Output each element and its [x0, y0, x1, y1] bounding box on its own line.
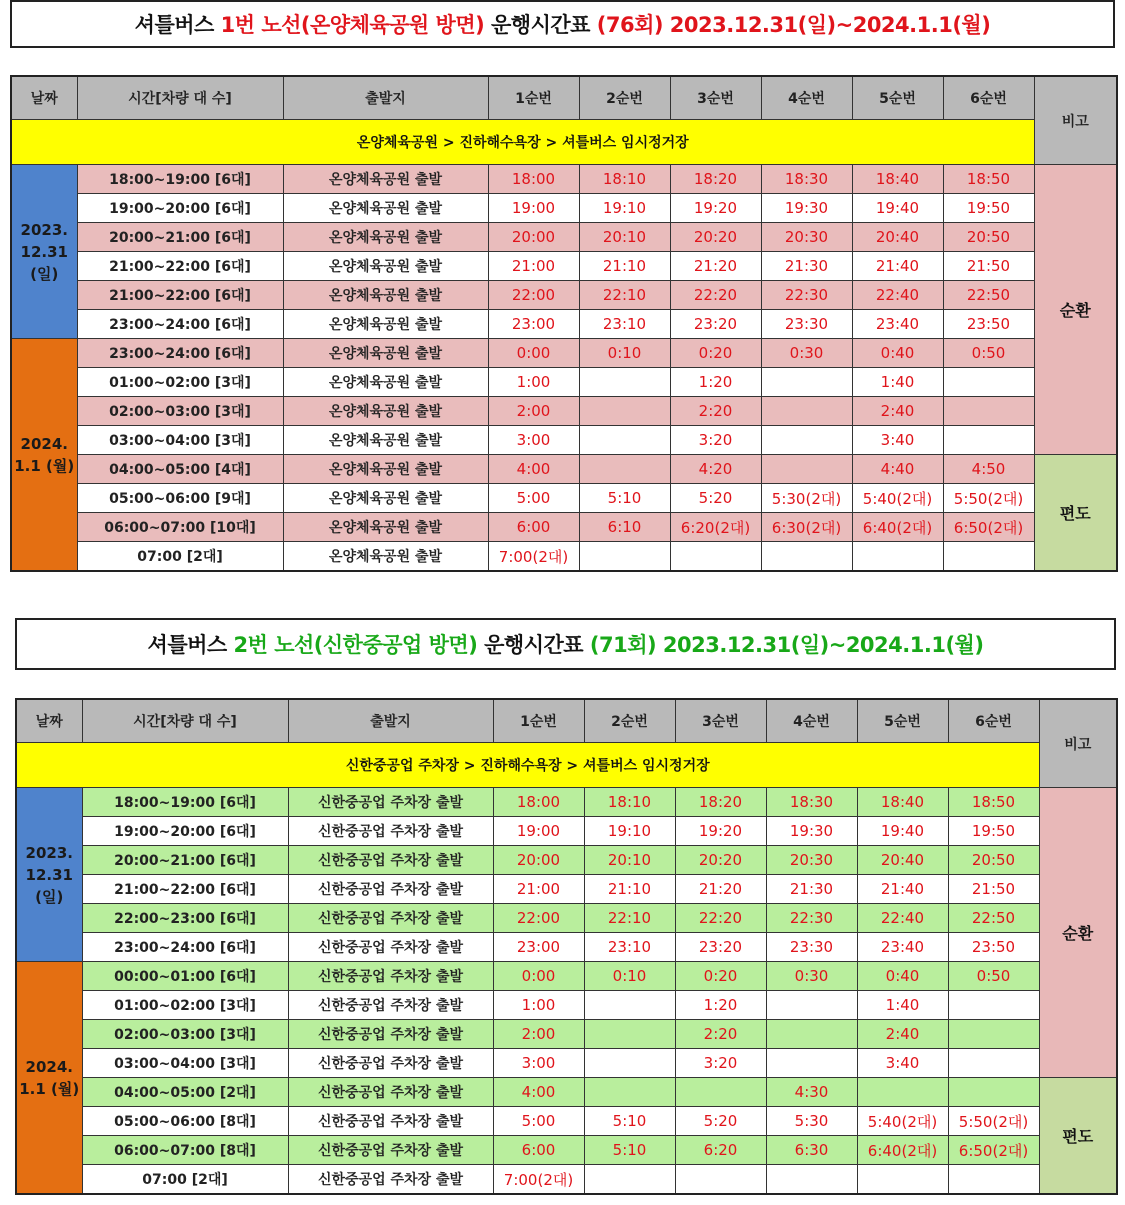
departure-time-cell: 23:50	[943, 310, 1034, 339]
departure-time-cell	[948, 1165, 1039, 1195]
title-part: 셔틀버스	[134, 13, 221, 37]
origin-cell: 신한중공업 주차장 출발	[288, 1020, 493, 1049]
departure-time-cell	[766, 1165, 857, 1195]
departure-time-cell: 3:20	[670, 426, 761, 455]
departure-time-cell	[579, 455, 670, 484]
origin-cell: 신한중공업 주차장 출발	[288, 962, 493, 991]
time-range-cell: 07:00 [2대]	[82, 1165, 288, 1195]
column-header: 날짜	[11, 76, 77, 120]
departure-time-cell: 6:10	[579, 513, 670, 542]
schedule-table-route1	[10, 75, 1118, 572]
origin-cell: 온양체육공원 출발	[283, 542, 488, 572]
departure-time-cell: 21:00	[488, 252, 579, 281]
departure-time-cell: 20:50	[943, 223, 1034, 252]
schedule-table-route2	[15, 698, 1118, 1195]
departure-time-cell: 23:00	[493, 933, 584, 962]
departure-time-cell	[948, 1049, 1039, 1078]
table-row	[11, 426, 1117, 455]
origin-cell: 신한중공업 주차장 출발	[288, 1049, 493, 1078]
departure-time-cell: 5:20	[675, 1107, 766, 1136]
table1-title	[10, 0, 1115, 48]
departure-time-cell	[579, 397, 670, 426]
departure-time-cell: 4:20	[670, 455, 761, 484]
departure-time-cell: 23:30	[761, 310, 852, 339]
table-row	[16, 817, 1117, 846]
departure-time-cell: 1:40	[857, 991, 948, 1020]
origin-cell: 신한중공업 주차장 출발	[288, 1165, 493, 1195]
table-row	[16, 1049, 1117, 1078]
departure-time-cell: 19:50	[948, 817, 1039, 846]
title-part: 운행시간표	[477, 633, 590, 657]
departure-time-cell	[943, 368, 1034, 397]
departure-time-cell: 18:40	[852, 165, 943, 194]
departure-time-cell: 19:40	[852, 194, 943, 223]
departure-time-cell: 4:00	[488, 455, 579, 484]
departure-time-cell	[579, 426, 670, 455]
departure-time-cell: 18:50	[943, 165, 1034, 194]
table-row	[16, 1136, 1117, 1165]
time-range-cell: 18:00~19:00 [6대]	[82, 788, 288, 817]
departure-time-cell	[852, 542, 943, 572]
time-range-cell: 20:00~21:00 [6대]	[82, 846, 288, 875]
time-range-cell: 06:00~07:00 [8대]	[82, 1136, 288, 1165]
departure-time-cell: 3:20	[675, 1049, 766, 1078]
departure-time-cell: 4:50	[943, 455, 1034, 484]
origin-cell: 온양체육공원 출발	[283, 339, 488, 368]
departure-time-cell: 0:00	[488, 339, 579, 368]
table-row	[11, 310, 1117, 339]
date-cell: 2024. 1.1 (월)	[11, 339, 77, 572]
departure-time-cell	[943, 397, 1034, 426]
table-row	[16, 846, 1117, 875]
departure-time-cell: 23:10	[579, 310, 670, 339]
departure-time-cell: 18:10	[584, 788, 675, 817]
departure-time-cell: 19:00	[493, 817, 584, 846]
departure-time-cell: 21:00	[493, 875, 584, 904]
departure-time-cell: 20:30	[766, 846, 857, 875]
departure-time-cell: 7:00(2대)	[493, 1165, 584, 1195]
table-row	[11, 281, 1117, 310]
departure-time-cell	[761, 542, 852, 572]
departure-time-cell: 6:50(2대)	[948, 1136, 1039, 1165]
departure-time-cell: 22:20	[670, 281, 761, 310]
time-range-cell: 03:00~04:00 [3대]	[77, 426, 283, 455]
column-header: 2순번	[579, 76, 670, 120]
departure-time-cell: 4:00	[493, 1078, 584, 1107]
table-row	[11, 368, 1117, 397]
table-row	[11, 165, 1117, 194]
departure-time-cell: 23:50	[948, 933, 1039, 962]
time-range-cell: 04:00~05:00 [4대]	[77, 455, 283, 484]
departure-time-cell: 1:20	[675, 991, 766, 1020]
departure-time-cell: 0:40	[857, 962, 948, 991]
date-cell: 2024. 1.1 (월)	[16, 962, 82, 1195]
departure-time-cell: 20:00	[493, 846, 584, 875]
route-description: 온양체육공원 > 진하해수욕장 > 셔틀버스 임시정거장	[11, 120, 1034, 165]
departure-time-cell: 22:50	[943, 281, 1034, 310]
departure-time-cell: 21:10	[584, 875, 675, 904]
departure-time-cell: 19:10	[584, 817, 675, 846]
departure-time-cell: 23:20	[670, 310, 761, 339]
departure-time-cell: 18:20	[670, 165, 761, 194]
title-part: 1번 노선(온양체육공원 방면)	[220, 13, 485, 37]
departure-time-cell: 19:30	[766, 817, 857, 846]
departure-time-cell: 22:30	[766, 904, 857, 933]
departure-time-cell: 18:40	[857, 788, 948, 817]
departure-time-cell: 0:40	[852, 339, 943, 368]
departure-time-cell	[584, 1020, 675, 1049]
departure-time-cell: 2:20	[675, 1020, 766, 1049]
origin-cell: 온양체육공원 출발	[283, 513, 488, 542]
departure-time-cell: 1:00	[488, 368, 579, 397]
departure-time-cell: 5:00	[488, 484, 579, 513]
table-row	[16, 1165, 1117, 1195]
departure-time-cell	[761, 426, 852, 455]
time-range-cell: 05:00~06:00 [9대]	[77, 484, 283, 513]
departure-time-cell: 4:40	[852, 455, 943, 484]
departure-time-cell: 0:10	[584, 962, 675, 991]
origin-cell: 신한중공업 주차장 출발	[288, 788, 493, 817]
column-header: 1순번	[488, 76, 579, 120]
departure-time-cell	[948, 991, 1039, 1020]
departure-time-cell: 21:50	[948, 875, 1039, 904]
route-row	[11, 120, 1117, 165]
departure-time-cell: 6:40(2대)	[852, 513, 943, 542]
note-cell: 순환	[1034, 165, 1117, 455]
table-row	[11, 397, 1117, 426]
departure-time-cell: 18:50	[948, 788, 1039, 817]
table-row	[11, 455, 1117, 484]
origin-cell: 온양체육공원 출발	[283, 281, 488, 310]
time-range-cell: 06:00~07:00 [10대]	[77, 513, 283, 542]
departure-time-cell: 22:40	[852, 281, 943, 310]
departure-time-cell: 5:30	[766, 1107, 857, 1136]
table-row	[16, 933, 1117, 962]
departure-time-cell	[943, 426, 1034, 455]
departure-time-cell: 0:50	[948, 962, 1039, 991]
table-row	[11, 484, 1117, 513]
column-header: 3순번	[670, 76, 761, 120]
route-row	[16, 743, 1117, 788]
departure-time-cell: 6:40(2대)	[857, 1136, 948, 1165]
title-part: (76회) 2023.12.31(일)~2024.1.1(월)	[596, 13, 991, 37]
title-part: 셔틀버스	[147, 633, 234, 657]
departure-time-cell: 5:20	[670, 484, 761, 513]
departure-time-cell: 22:00	[488, 281, 579, 310]
time-range-cell: 01:00~02:00 [3대]	[82, 991, 288, 1020]
departure-time-cell: 21:20	[670, 252, 761, 281]
departure-time-cell: 5:00	[493, 1107, 584, 1136]
time-range-cell: 21:00~22:00 [6대]	[77, 281, 283, 310]
departure-time-cell: 20:40	[852, 223, 943, 252]
time-range-cell: 04:00~05:00 [2대]	[82, 1078, 288, 1107]
note-cell: 편도	[1034, 455, 1117, 572]
departure-time-cell: 6:30	[766, 1136, 857, 1165]
departure-time-cell	[761, 455, 852, 484]
departure-time-cell	[857, 1078, 948, 1107]
departure-time-cell	[948, 1078, 1039, 1107]
departure-time-cell: 1:00	[493, 991, 584, 1020]
departure-time-cell: 23:00	[488, 310, 579, 339]
departure-time-cell: 1:20	[670, 368, 761, 397]
table-row	[16, 962, 1117, 991]
departure-time-cell: 20:10	[579, 223, 670, 252]
table-row	[16, 1020, 1117, 1049]
table-row	[16, 1078, 1117, 1107]
departure-time-cell	[579, 542, 670, 572]
departure-time-cell	[761, 368, 852, 397]
departure-time-cell: 20:40	[857, 846, 948, 875]
departure-time-cell	[579, 368, 670, 397]
time-range-cell: 19:00~20:00 [6대]	[82, 817, 288, 846]
departure-time-cell: 19:00	[488, 194, 579, 223]
table-row	[16, 904, 1117, 933]
departure-time-cell: 21:50	[943, 252, 1034, 281]
origin-cell: 신한중공업 주차장 출발	[288, 1136, 493, 1165]
departure-time-cell: 6:20	[675, 1136, 766, 1165]
column-header: 시간[차량 대 수]	[77, 76, 283, 120]
departure-time-cell: 5:50(2대)	[948, 1107, 1039, 1136]
departure-time-cell: 6:30(2대)	[761, 513, 852, 542]
table-row	[16, 991, 1117, 1020]
departure-time-cell: 22:00	[493, 904, 584, 933]
departure-time-cell: 5:30(2대)	[761, 484, 852, 513]
departure-time-cell: 6:50(2대)	[943, 513, 1034, 542]
time-range-cell: 05:00~06:00 [8대]	[82, 1107, 288, 1136]
departure-time-cell: 18:00	[493, 788, 584, 817]
departure-time-cell: 18:30	[761, 165, 852, 194]
note-cell: 편도	[1039, 1078, 1117, 1195]
departure-time-cell	[584, 1049, 675, 1078]
note-header: 비고	[1039, 699, 1117, 788]
departure-time-cell: 5:10	[584, 1136, 675, 1165]
origin-cell: 신한중공업 주차장 출발	[288, 991, 493, 1020]
departure-time-cell: 2:40	[857, 1020, 948, 1049]
column-header: 2순번	[584, 699, 675, 743]
departure-time-cell: 19:40	[857, 817, 948, 846]
date-cell: 2023. 12.31 (일)	[11, 165, 77, 339]
departure-time-cell: 21:30	[766, 875, 857, 904]
table-row	[11, 542, 1117, 572]
departure-time-cell: 20:30	[761, 223, 852, 252]
departure-time-cell: 0:50	[943, 339, 1034, 368]
origin-cell: 온양체육공원 출발	[283, 455, 488, 484]
time-range-cell: 01:00~02:00 [3대]	[77, 368, 283, 397]
note-cell: 순환	[1039, 788, 1117, 1078]
departure-time-cell: 0:30	[766, 962, 857, 991]
table-row	[11, 513, 1117, 542]
departure-time-cell: 0:20	[675, 962, 766, 991]
origin-cell: 신한중공업 주차장 출발	[288, 1078, 493, 1107]
time-range-cell: 00:00~01:00 [6대]	[82, 962, 288, 991]
departure-time-cell: 21:10	[579, 252, 670, 281]
departure-time-cell: 2:00	[488, 397, 579, 426]
departure-time-cell: 1:40	[852, 368, 943, 397]
departure-time-cell: 18:30	[766, 788, 857, 817]
departure-time-cell: 3:00	[488, 426, 579, 455]
departure-time-cell: 19:30	[761, 194, 852, 223]
departure-time-cell	[943, 542, 1034, 572]
departure-time-cell: 22:40	[857, 904, 948, 933]
origin-cell: 신한중공업 주차장 출발	[288, 875, 493, 904]
departure-time-cell: 2:40	[852, 397, 943, 426]
departure-time-cell: 23:40	[857, 933, 948, 962]
column-header: 1순번	[493, 699, 584, 743]
time-range-cell: 19:00~20:00 [6대]	[77, 194, 283, 223]
origin-cell: 온양체육공원 출발	[283, 223, 488, 252]
departure-time-cell: 5:40(2대)	[857, 1107, 948, 1136]
departure-time-cell	[766, 1020, 857, 1049]
time-range-cell: 03:00~04:00 [3대]	[82, 1049, 288, 1078]
column-header: 날짜	[16, 699, 82, 743]
table2-title	[15, 618, 1116, 670]
departure-time-cell: 5:40(2대)	[852, 484, 943, 513]
column-header: 출발지	[283, 76, 488, 120]
time-range-cell: 23:00~24:00 [6대]	[77, 339, 283, 368]
departure-time-cell	[766, 1049, 857, 1078]
departure-time-cell	[675, 1165, 766, 1195]
time-range-cell: 23:00~24:00 [6대]	[82, 933, 288, 962]
departure-time-cell	[761, 397, 852, 426]
table-row	[11, 252, 1117, 281]
time-range-cell: 02:00~03:00 [3대]	[82, 1020, 288, 1049]
departure-time-cell: 20:00	[488, 223, 579, 252]
departure-time-cell: 21:40	[857, 875, 948, 904]
departure-time-cell: 20:20	[670, 223, 761, 252]
departure-time-cell: 19:50	[943, 194, 1034, 223]
departure-time-cell: 20:20	[675, 846, 766, 875]
origin-cell: 온양체육공원 출발	[283, 426, 488, 455]
time-range-cell: 20:00~21:00 [6대]	[77, 223, 283, 252]
time-range-cell: 22:00~23:00 [6대]	[82, 904, 288, 933]
departure-time-cell: 20:50	[948, 846, 1039, 875]
time-range-cell: 23:00~24:00 [6대]	[77, 310, 283, 339]
title-part: (71회) 2023.12.31(일)~2024.1.1(월)	[589, 633, 984, 657]
departure-time-cell: 18:20	[675, 788, 766, 817]
origin-cell: 온양체육공원 출발	[283, 194, 488, 223]
departure-time-cell	[675, 1078, 766, 1107]
departure-time-cell: 6:00	[493, 1136, 584, 1165]
route-description: 신한중공업 주차장 > 진하해수욕장 > 셔틀버스 임시정거장	[16, 743, 1039, 788]
table-row	[11, 223, 1117, 252]
title-part: 2번 노선(신한중공업 방면)	[233, 633, 478, 657]
departure-time-cell: 5:10	[579, 484, 670, 513]
origin-cell: 온양체육공원 출발	[283, 484, 488, 513]
departure-time-cell: 19:10	[579, 194, 670, 223]
column-header: 4순번	[761, 76, 852, 120]
time-range-cell: 07:00 [2대]	[77, 542, 283, 572]
departure-time-cell: 3:00	[493, 1049, 584, 1078]
table-row	[16, 788, 1117, 817]
departure-time-cell: 18:10	[579, 165, 670, 194]
time-range-cell: 21:00~22:00 [6대]	[82, 875, 288, 904]
origin-cell: 온양체육공원 출발	[283, 368, 488, 397]
origin-cell: 온양체육공원 출발	[283, 310, 488, 339]
departure-time-cell: 6:00	[488, 513, 579, 542]
origin-cell: 온양체육공원 출발	[283, 252, 488, 281]
time-range-cell: 21:00~22:00 [6대]	[77, 252, 283, 281]
departure-time-cell: 20:10	[584, 846, 675, 875]
departure-time-cell: 22:10	[579, 281, 670, 310]
departure-time-cell: 0:00	[493, 962, 584, 991]
column-header: 4순번	[766, 699, 857, 743]
departure-time-cell: 21:40	[852, 252, 943, 281]
origin-cell: 신한중공업 주차장 출발	[288, 817, 493, 846]
departure-time-cell: 19:20	[675, 817, 766, 846]
departure-time-cell: 23:10	[584, 933, 675, 962]
departure-time-cell: 3:40	[857, 1049, 948, 1078]
table-row	[11, 339, 1117, 368]
departure-time-cell: 6:20(2대)	[670, 513, 761, 542]
column-header: 5순번	[857, 699, 948, 743]
departure-time-cell: 23:40	[852, 310, 943, 339]
origin-cell: 신한중공업 주차장 출발	[288, 904, 493, 933]
departure-time-cell: 18:00	[488, 165, 579, 194]
departure-time-cell	[948, 1020, 1039, 1049]
departure-time-cell: 21:20	[675, 875, 766, 904]
departure-time-cell: 22:30	[761, 281, 852, 310]
departure-time-cell: 23:20	[675, 933, 766, 962]
note-header: 비고	[1034, 76, 1117, 165]
departure-time-cell: 0:10	[579, 339, 670, 368]
departure-time-cell	[766, 991, 857, 1020]
time-range-cell: 02:00~03:00 [3대]	[77, 397, 283, 426]
departure-time-cell: 0:20	[670, 339, 761, 368]
departure-time-cell: 5:10	[584, 1107, 675, 1136]
column-header: 5순번	[852, 76, 943, 120]
origin-cell: 신한중공업 주차장 출발	[288, 933, 493, 962]
departure-time-cell: 22:50	[948, 904, 1039, 933]
origin-cell: 신한중공업 주차장 출발	[288, 1107, 493, 1136]
column-header: 3순번	[675, 699, 766, 743]
departure-time-cell	[584, 1078, 675, 1107]
departure-time-cell: 21:30	[761, 252, 852, 281]
departure-time-cell: 22:10	[584, 904, 675, 933]
departure-time-cell: 4:30	[766, 1078, 857, 1107]
column-header: 6순번	[948, 699, 1039, 743]
departure-time-cell: 19:20	[670, 194, 761, 223]
departure-time-cell	[670, 542, 761, 572]
departure-time-cell	[584, 1165, 675, 1195]
column-header: 시간[차량 대 수]	[82, 699, 288, 743]
departure-time-cell: 0:30	[761, 339, 852, 368]
column-header: 출발지	[288, 699, 493, 743]
departure-time-cell: 23:30	[766, 933, 857, 962]
departure-time-cell: 3:40	[852, 426, 943, 455]
departure-time-cell: 22:20	[675, 904, 766, 933]
origin-cell: 온양체육공원 출발	[283, 397, 488, 426]
date-cell: 2023. 12.31 (일)	[16, 788, 82, 962]
time-range-cell: 18:00~19:00 [6대]	[77, 165, 283, 194]
departure-time-cell: 2:20	[670, 397, 761, 426]
table-row	[16, 1107, 1117, 1136]
table-row	[11, 194, 1117, 223]
departure-time-cell: 5:50(2대)	[943, 484, 1034, 513]
origin-cell: 신한중공업 주차장 출발	[288, 846, 493, 875]
table-row	[16, 875, 1117, 904]
header-row	[11, 76, 1117, 120]
column-header: 6순번	[943, 76, 1034, 120]
departure-time-cell	[584, 991, 675, 1020]
origin-cell: 온양체육공원 출발	[283, 165, 488, 194]
departure-time-cell	[857, 1165, 948, 1195]
departure-time-cell: 7:00(2대)	[488, 542, 579, 572]
header-row	[16, 699, 1117, 743]
title-part: 운행시간표	[484, 13, 597, 37]
departure-time-cell: 2:00	[493, 1020, 584, 1049]
